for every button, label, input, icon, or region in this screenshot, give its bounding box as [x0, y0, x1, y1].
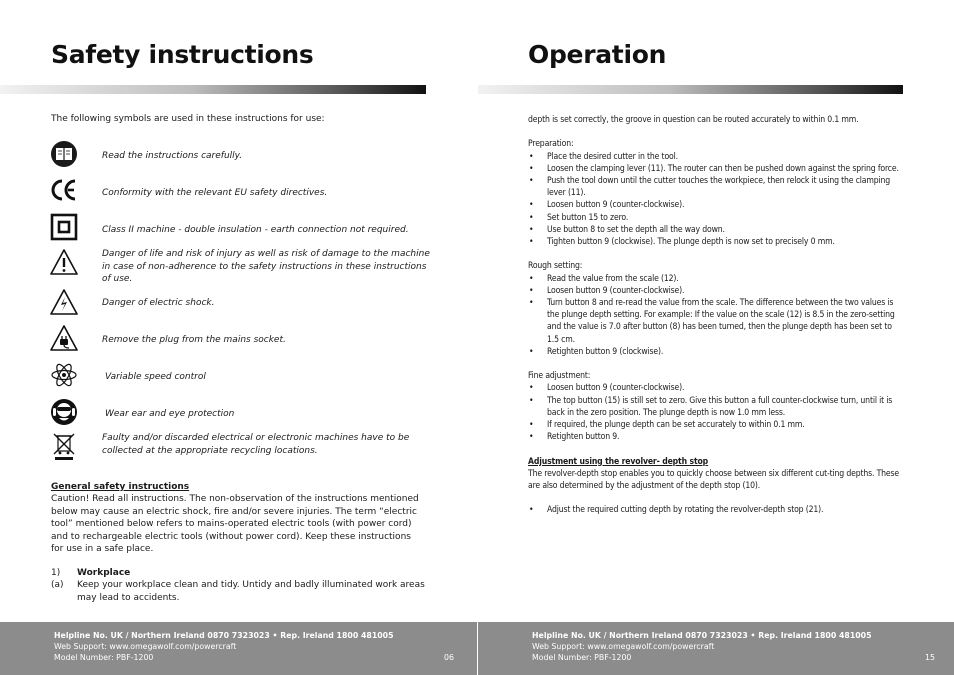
list-item: • Set button 15 to zero. — [528, 212, 903, 224]
workplace-number: 1) — [51, 568, 61, 578]
workplace-heading: Workplace — [77, 568, 131, 578]
page-title-left: Safety instructions — [51, 40, 314, 69]
variable-speed-icon — [50, 361, 78, 389]
warning-triangle-icon — [50, 248, 78, 276]
symbol-text: Read the instructions carefully. — [102, 151, 243, 161]
preparation-list — [528, 151, 903, 249]
model-number-text: Model Number: PBF-1200 — [54, 653, 154, 662]
workplace-item-text: Keep your workplace clean and tidy. Untidy and badly illuminated work areas may lead to accidents. — [77, 580, 425, 603]
symbol-text: Class II machine - double insulation - earth connection not required. — [102, 225, 409, 235]
ce-mark-icon — [50, 176, 78, 204]
workplace-section — [51, 567, 426, 604]
list-item: • Retighten button 9 (clockwise). — [528, 346, 903, 358]
operation-content — [528, 114, 903, 517]
unplug-icon — [50, 324, 78, 352]
list-item: • Retighten button 9. — [528, 431, 903, 443]
list-item: • Tighten button 9 (clockwise). The plunge depth is now set to precisely 0 mm. — [528, 236, 903, 248]
list-item: • The top button (15) is still set to zero. Give this button a full counter-clockwise turn, until it is back in the zero position. The plunge depth is now 1.0 mm less. — [528, 395, 903, 419]
revolver-list — [528, 504, 903, 516]
list-item: • If required, the plunge depth can be set accurately to within 0.1 mm. — [528, 419, 903, 431]
symbol-text: Danger of life and risk of injury as well as risk of damage to the machine in case of non-adherence to the safety instructions in these instructions of use. — [102, 249, 430, 284]
list-item: • Loosen button 9 (counter-clockwise). — [528, 199, 903, 211]
page-number: 15 — [925, 653, 935, 662]
symbol-text: Wear ear and eye protection — [105, 409, 235, 419]
footer-left — [0, 622, 477, 675]
symbol-text: Conformity with the relevant EU safety directives. — [102, 188, 328, 198]
book-icon — [50, 140, 78, 168]
preparation-heading: Preparation: — [528, 139, 574, 150]
footer-right — [478, 622, 954, 675]
title-rule-left — [0, 85, 426, 94]
list-item: • Push the tool down until the cutter touches the workpiece, then relock it using the clamping lever (11). — [528, 175, 903, 199]
page-number: 06 — [444, 653, 454, 662]
rough-setting-heading: Rough setting: — [528, 261, 583, 272]
helpline-text: Helpline No. UK / Northern Ireland 0870 7323023 • Rep. Ireland 1800 481005 — [54, 631, 394, 640]
fine-adjustment-list — [528, 382, 903, 443]
title-rule-right — [478, 85, 903, 94]
list-item: • Read the value from the scale (12). — [528, 273, 903, 285]
symbol-text: Faulty and/or discarded electrical or electronic machines have to be collected at the appropriate recycling locations. — [102, 433, 410, 456]
crossed-bin-icon — [50, 432, 78, 464]
web-support-text: Web Support: www.omegawolf.com/powercraft — [54, 642, 237, 651]
symbols-intro: The following symbols are used in these instructions for use: — [51, 114, 325, 124]
double-insulation-icon — [50, 213, 78, 241]
electric-shock-icon — [50, 288, 78, 316]
ear-eye-protection-icon — [50, 398, 78, 426]
workplace-item-label: (a) — [51, 580, 64, 591]
model-number-text: Model Number: PBF-1200 — [532, 653, 632, 662]
operation-intro: depth is set correctly, the groove in question can be routed accurately to within 0.1 mm. — [528, 115, 859, 125]
list-item: • Place the desired cutter in the tool. — [528, 151, 903, 163]
revolver-text: The revolver-depth stop enables you to quickly choose between six different cut-ting depths. These are also determined by the adjustment of the depth stop (10). — [528, 468, 899, 492]
list-item: • Adjust the required cutting depth by rotating the revolver-depth stop (21). — [528, 504, 903, 516]
list-item: • Turn button 8 and re-read the value from the scale. The difference between the two values is the plunge depth setting. For example: If the value on the scale (12) is 8.5 in the zero-setting and the value is 7.0 after button (8) has been turned, then the plunge depth has been set to 1.5 cm. — [528, 297, 903, 346]
symbol-text: Remove the plug from the mains socket. — [102, 335, 286, 345]
fine-adjustment-heading: Fine adjustment: — [528, 371, 591, 382]
symbol-text: Danger of electric shock. — [102, 298, 215, 308]
general-safety-heading: General safety instructions — [51, 482, 190, 492]
web-support-text: Web Support: www.omegawolf.com/powercraft — [532, 642, 715, 651]
revolver-heading: Adjustment using the revolver- depth stop — [528, 456, 709, 467]
list-item: • Loosen button 9 (counter-clockwise). — [528, 285, 903, 297]
page-title-right: Operation — [528, 40, 667, 69]
helpline-text: Helpline No. UK / Northern Ireland 0870 7323023 • Rep. Ireland 1800 481005 — [532, 631, 872, 640]
rough-setting-list — [528, 273, 903, 358]
list-item: • Use button 8 to set the depth all the way down. — [528, 224, 903, 236]
list-item: • Loosen button 9 (counter-clockwise). — [528, 382, 903, 394]
symbol-text: Variable speed control — [105, 372, 206, 382]
list-item: • Loosen the clamping lever (11). The router can then be pushed down against the spring force. — [528, 163, 903, 175]
general-safety-text: Caution! Read all instructions. The non-observation of the instructions mentioned below may cause an electric shock, fire and/or severe injuries. The term “electric tool” mentioned below refers to mains-operated electric tools (with power cord) and to rechargeable electric tools (without power cord). Keep these instructions for use in a safe place. — [51, 494, 419, 555]
general-safety-section — [51, 481, 426, 555]
